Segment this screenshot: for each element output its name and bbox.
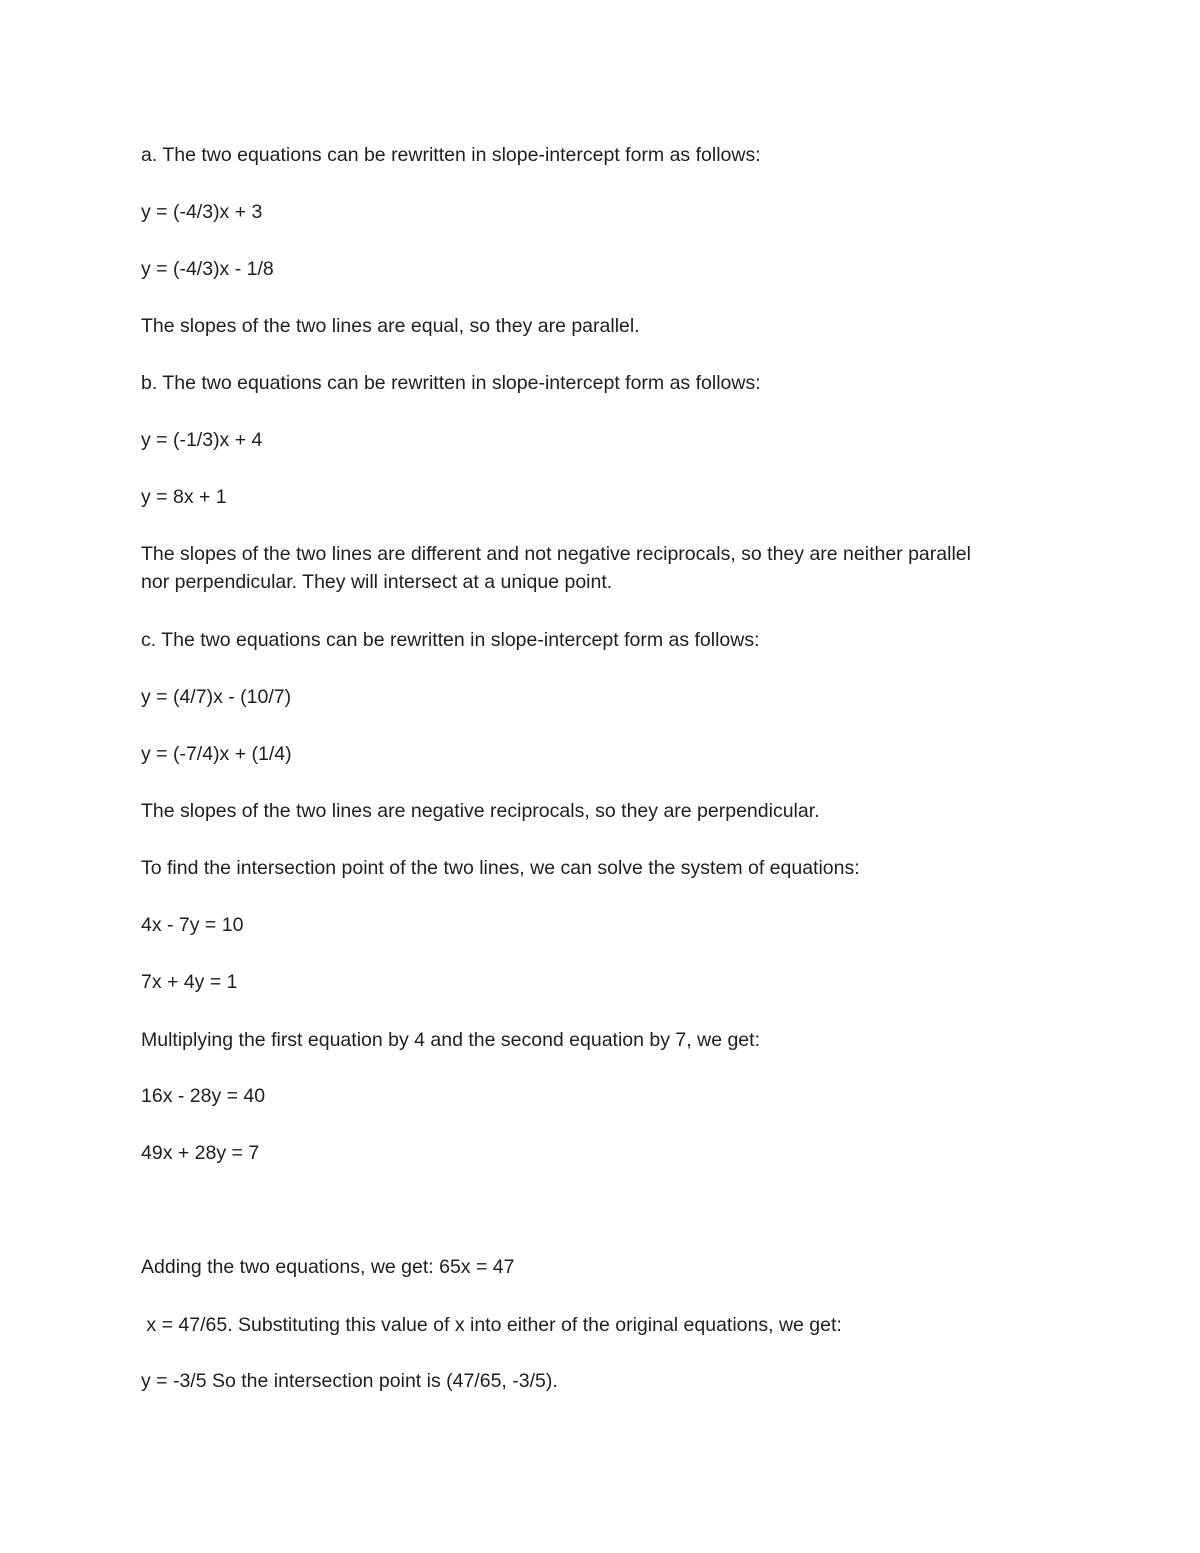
part-b-conclusion-line-2: nor perpendicular. They will intersect at a unique point.	[141, 571, 613, 593]
part-b-equation-2: y = 8x + 1	[141, 486, 227, 508]
part-c-conclusion: The slopes of the two lines are negative reciprocals, so they are perpendicular.	[141, 800, 820, 822]
system-equation-2: 7x + 4y = 1	[141, 971, 238, 993]
part-b-intro: b. The two equations can be rewritten in slope-intercept form as follows:	[141, 372, 761, 394]
adding-equations: Adding the two equations, we get: 65x = 47	[141, 1256, 515, 1278]
part-a-equation-2: y = (-4/3)x - 1/8	[141, 258, 274, 280]
part-a-intro: a. The two equations can be rewritten in slope-intercept form as follows:	[141, 144, 761, 166]
part-c-equation-1: y = (4/7)x - (10/7)	[141, 686, 292, 708]
multiply-intro: Multiplying the first equation by 4 and the second equation by 7, we get:	[141, 1029, 760, 1051]
y-value-line: y = -3/5 So the intersection point is (47/65, -3/5).	[141, 1370, 558, 1392]
part-a-equation-1: y = (-4/3)x + 3	[141, 201, 263, 223]
part-a-conclusion: The slopes of the two lines are equal, so they are parallel.	[141, 315, 640, 337]
part-c-equation-2: y = (-7/4)x + (1/4)	[141, 743, 292, 765]
part-b-equation-1: y = (-1/3)x + 4	[141, 429, 263, 451]
part-c-intro: c. The two equations can be rewritten in slope-intercept form as follows:	[141, 629, 760, 651]
x-value-line: x = 47/65. Substituting this value of x into either of the original equations, we get:	[141, 1314, 842, 1336]
system-equation-1: 4x - 7y = 10	[141, 914, 244, 936]
multiplied-equation-2: 49x + 28y = 7	[141, 1142, 260, 1164]
multiplied-equation-1: 16x - 28y = 40	[141, 1085, 266, 1107]
system-intro: To find the intersection point of the two lines, we can solve the system of equations:	[141, 857, 860, 879]
part-b-conclusion-line-1: The slopes of the two lines are different and not negative reciprocals, so they are neither parallel	[141, 543, 971, 565]
